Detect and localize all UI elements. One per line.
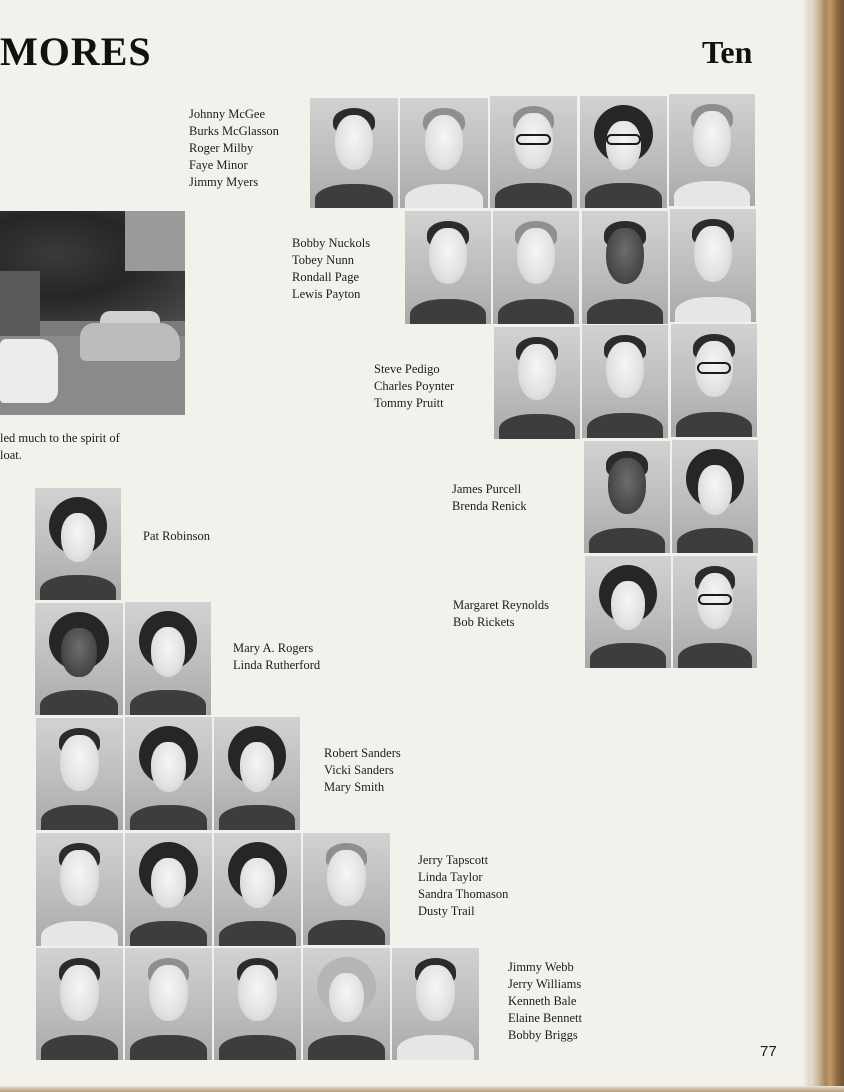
- student-name: Faye Minor: [189, 158, 248, 172]
- student-portrait: [125, 833, 212, 946]
- caption-line: loat.: [0, 448, 22, 462]
- student-portrait: [494, 327, 580, 439]
- student-portrait: [36, 948, 123, 1060]
- student-name: Kenneth Bale: [508, 994, 577, 1008]
- student-portrait: [582, 325, 668, 438]
- student-portrait: [310, 98, 398, 208]
- student-name: Bobby Nuckols: [292, 236, 371, 250]
- student-portrait: [36, 718, 123, 830]
- student-name: Linda Taylor: [418, 870, 483, 884]
- student-portrait: [493, 211, 579, 324]
- page-bottom-edge: [0, 1086, 844, 1092]
- caption-line: led much to the spirit of: [0, 431, 120, 445]
- name-list: [143, 528, 210, 545]
- student-name: Robert Sanders: [324, 746, 401, 760]
- student-name: Jimmy Webb: [508, 960, 574, 974]
- student-portrait: [580, 96, 667, 208]
- student-portrait: [125, 948, 212, 1060]
- student-name: Bob Rickets: [453, 615, 515, 629]
- student-portrait: [405, 211, 491, 324]
- student-name: Tobey Nunn: [292, 253, 354, 267]
- student-name: Jerry Williams: [508, 977, 582, 991]
- student-portrait: [125, 602, 211, 715]
- student-name: Brenda Renick: [452, 499, 527, 513]
- student-portrait: [672, 440, 758, 553]
- parade-photo: [0, 211, 185, 415]
- student-name: Mary A. Rogers: [233, 641, 314, 655]
- student-name: Steve Pedigo: [374, 362, 440, 376]
- name-list: [374, 361, 454, 412]
- student-portrait: [214, 717, 300, 830]
- name-list: [189, 106, 279, 191]
- student-name: Sandra Thomason: [418, 887, 509, 901]
- name-list: [508, 959, 582, 1044]
- student-name: Lewis Payton: [292, 287, 361, 301]
- student-name: Elaine Bennett: [508, 1011, 582, 1025]
- student-portrait: [400, 98, 488, 208]
- student-portrait: [673, 556, 757, 668]
- student-portrait: [669, 94, 755, 206]
- page-title-right: Ten: [702, 34, 753, 70]
- student-portrait: [125, 717, 212, 830]
- student-name: Bobby Briggs: [508, 1028, 578, 1042]
- student-name: Jerry Tapscott: [418, 853, 489, 867]
- student-name: Dusty Trail: [418, 904, 475, 918]
- student-portrait: [670, 209, 756, 322]
- student-name: Tommy Pruitt: [374, 396, 444, 410]
- student-name: Jimmy Myers: [189, 175, 259, 189]
- name-list: [452, 481, 527, 515]
- student-name: Margaret Reynolds: [453, 598, 549, 612]
- student-portrait: [490, 96, 577, 208]
- student-name: Johnny McGee: [189, 107, 266, 121]
- photo-caption: [0, 430, 120, 464]
- student-portrait: [35, 603, 123, 715]
- book-spine: [810, 0, 844, 1092]
- name-list: [324, 745, 401, 796]
- page-gutter: [802, 0, 810, 1092]
- name-list: [233, 640, 320, 674]
- student-name: James Purcell: [452, 482, 522, 496]
- student-portrait: [36, 833, 123, 946]
- student-name: Pat Robinson: [143, 529, 211, 543]
- name-list: [418, 852, 508, 920]
- page-title-left: MORES: [0, 29, 152, 74]
- student-name: Vicki Sanders: [324, 763, 394, 777]
- name-list: [292, 235, 370, 303]
- student-name: Mary Smith: [324, 780, 385, 794]
- student-portrait: [584, 441, 670, 553]
- student-portrait: [582, 211, 668, 324]
- student-portrait: [303, 833, 390, 945]
- student-portrait: [585, 556, 671, 668]
- student-portrait: [392, 948, 479, 1060]
- student-name: Burks McGlasson: [189, 124, 279, 138]
- student-portrait: [303, 948, 390, 1060]
- student-portrait: [671, 324, 757, 437]
- student-portrait: [214, 948, 301, 1060]
- student-name: Charles Poynter: [374, 379, 455, 393]
- student-name: Rondall Page: [292, 270, 360, 284]
- page-number: 77: [760, 1043, 777, 1060]
- student-portrait: [214, 833, 301, 946]
- student-name: Roger Milby: [189, 141, 254, 155]
- student-portrait: [35, 488, 121, 600]
- student-name: Linda Rutherford: [233, 658, 321, 672]
- name-list: [453, 597, 549, 631]
